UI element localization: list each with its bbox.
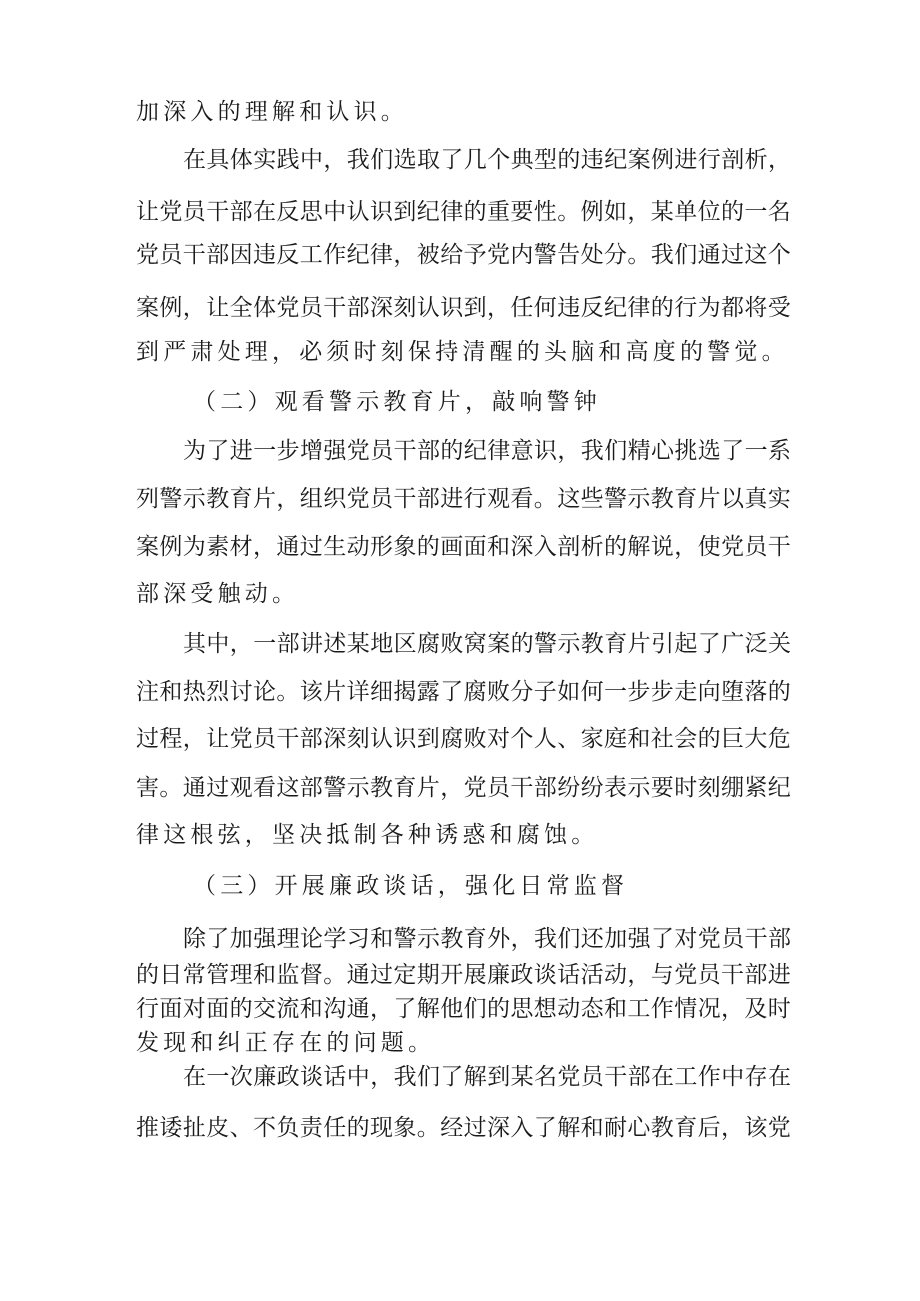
paragraph-line: 让党员干部在反思中认识到纪律的重要性。例如，某单位的一名 [136,199,792,225]
paragraph-line: 推诿扯皮、不负责任的现象。经过深入了解和耐心教育后，该党 [136,1115,792,1141]
paragraph-line: 过程，让党员干部深刻认识到腐败对个人、家庭和社会的巨大危 [136,726,792,752]
paragraph-line: 到严肃处理，必须时刻保持清醒的头脑和高度的警觉。 [136,339,789,365]
paragraph-line: 律这根弦，坚决抵制各种诱惑和腐蚀。 [136,822,599,848]
paragraph-line: 部深受触动。 [136,581,300,607]
section-heading: （三）开展廉政谈话，强化日常监督 [193,873,629,899]
paragraph-line: 发现和纠正存在的问题。 [136,1030,436,1056]
paragraph-line: 行面对面的交流和沟通，了解他们的思想动态和工作情况，及时 [136,996,792,1022]
paragraph-line: 为了进一步增强党员干部的纪律意识，我们精心挑选了一系 [183,438,792,464]
paragraph-line: 在具体实践中，我们选取了几个典型的违纪案例进行剖析， [183,147,792,173]
paragraph-line: 列警示教育片，组织党员干部进行观看。这些警示教育片以真实 [136,486,792,512]
paragraph-line: 在一次廉政谈话中，我们了解到某名党员干部在工作中存在 [183,1064,792,1090]
paragraph-line: 其中，一部讲述某地区腐败窝案的警示教育片引起了广泛关 [183,631,792,657]
paragraph-line: 除了加强理论学习和警示教育外，我们还加强了对党员干部 [183,926,792,952]
paragraph-line: 的日常管理和监督。通过定期开展廉政谈话活动，与党员干部进 [136,962,792,988]
paragraph-line: 害。通过观看这部警示教育片，党员干部纷纷表示要时刻绷紧纪 [136,775,792,801]
paragraph-line: 案例，让全体党员干部深刻认识到，任何违反纪律的行为都将受 [136,295,792,321]
paragraph-line: 加深入的理解和认识。 [136,99,408,125]
paragraph-line: 案例为素材，通过生动形象的画面和深入剖析的解说，使党员干 [136,534,792,560]
paragraph-line: 注和热烈讨论。该片详细揭露了腐败分子如何一步步走向堕落的 [136,679,792,705]
paragraph-line: 党员干部因违反工作纪律，被给予党内警告处分。我们通过这个 [136,242,792,268]
section-heading: （二）观看警示教育片，敲响警钟 [193,389,601,415]
